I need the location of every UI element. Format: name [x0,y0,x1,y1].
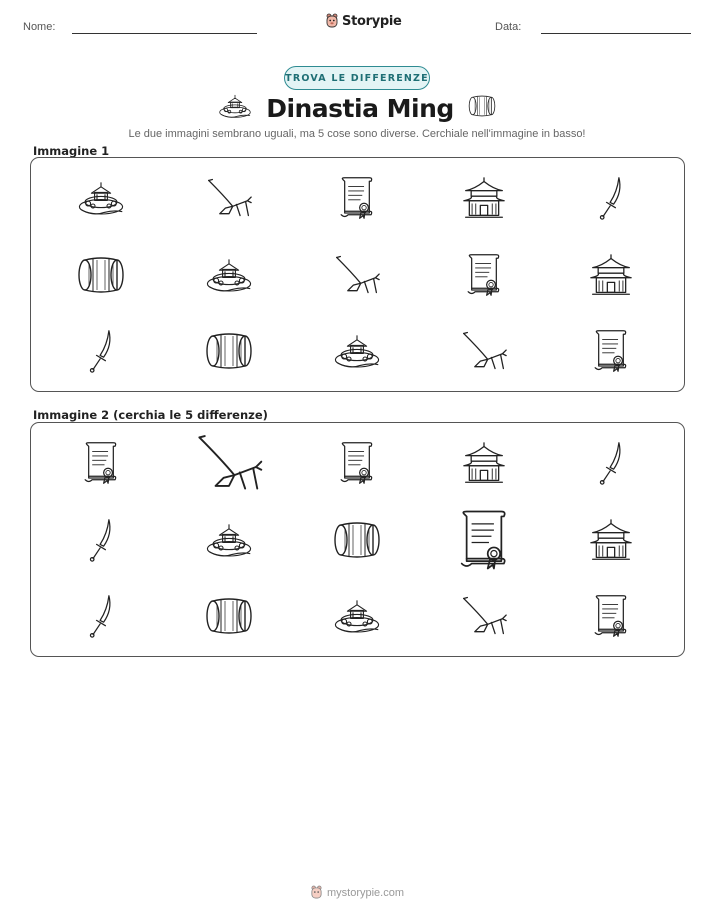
scroll-icon [460,253,508,297]
brand-logo [325,13,402,29]
plow-icon[interactable] [460,594,508,638]
image2-label: Immagine 2 (cerchia le 5 differenze) [33,408,268,422]
pagoda-icon [460,176,508,220]
name-label: Nome: [23,21,56,33]
pagoda-icon[interactable] [460,441,508,485]
scroll-icon[interactable] [449,509,519,571]
sword-icon[interactable] [77,518,125,562]
sword-icon [587,176,635,220]
mascot-icon [325,13,339,29]
drum-icon [205,329,253,373]
drum-icon[interactable] [205,594,253,638]
scroll-icon[interactable] [587,594,635,638]
image2-panel [30,422,685,657]
pagoda-icon[interactable] [587,518,635,562]
image1-grid [31,158,684,391]
scroll-icon[interactable] [77,441,125,485]
date-line[interactable] [541,33,691,34]
plow-icon [460,329,508,373]
sword-icon[interactable] [587,441,635,485]
scroll-icon [587,329,635,373]
date-label: Data: [495,21,522,33]
sword-icon[interactable] [77,594,125,638]
city-icon[interactable] [205,518,253,562]
drum-icon [468,94,496,123]
scroll-icon [333,176,381,220]
city-icon [218,92,252,125]
footer [0,885,714,900]
drum-icon [77,253,125,297]
image1-panel [30,157,685,392]
city-icon [77,176,125,220]
city-icon [333,329,381,373]
image2-grid[interactable] [31,423,684,656]
instructions: Le due immagini sembrano uguali, ma 5 cose sono diverse. Cerchiale nell'immagine in basso! [128,128,586,140]
activity-badge: TROVA LE DIFFERENZE [284,66,430,90]
page-title: Dinastia Ming [266,94,454,123]
scroll-icon[interactable] [333,441,381,485]
pagoda-icon [587,253,635,297]
city-icon [205,253,253,297]
plow-icon [205,176,253,220]
sword-icon [77,329,125,373]
brand-name: Storypie [342,13,402,29]
image1-label: Immagine 1 [33,144,110,158]
name-line[interactable] [72,33,257,34]
plow-icon[interactable] [194,432,264,494]
footer-url[interactable]: mystorypie.com [326,886,405,899]
title-row [0,92,714,125]
plow-icon [333,253,381,297]
city-icon[interactable] [333,594,381,638]
mascot-icon [310,885,323,900]
drum-icon[interactable] [333,518,381,562]
